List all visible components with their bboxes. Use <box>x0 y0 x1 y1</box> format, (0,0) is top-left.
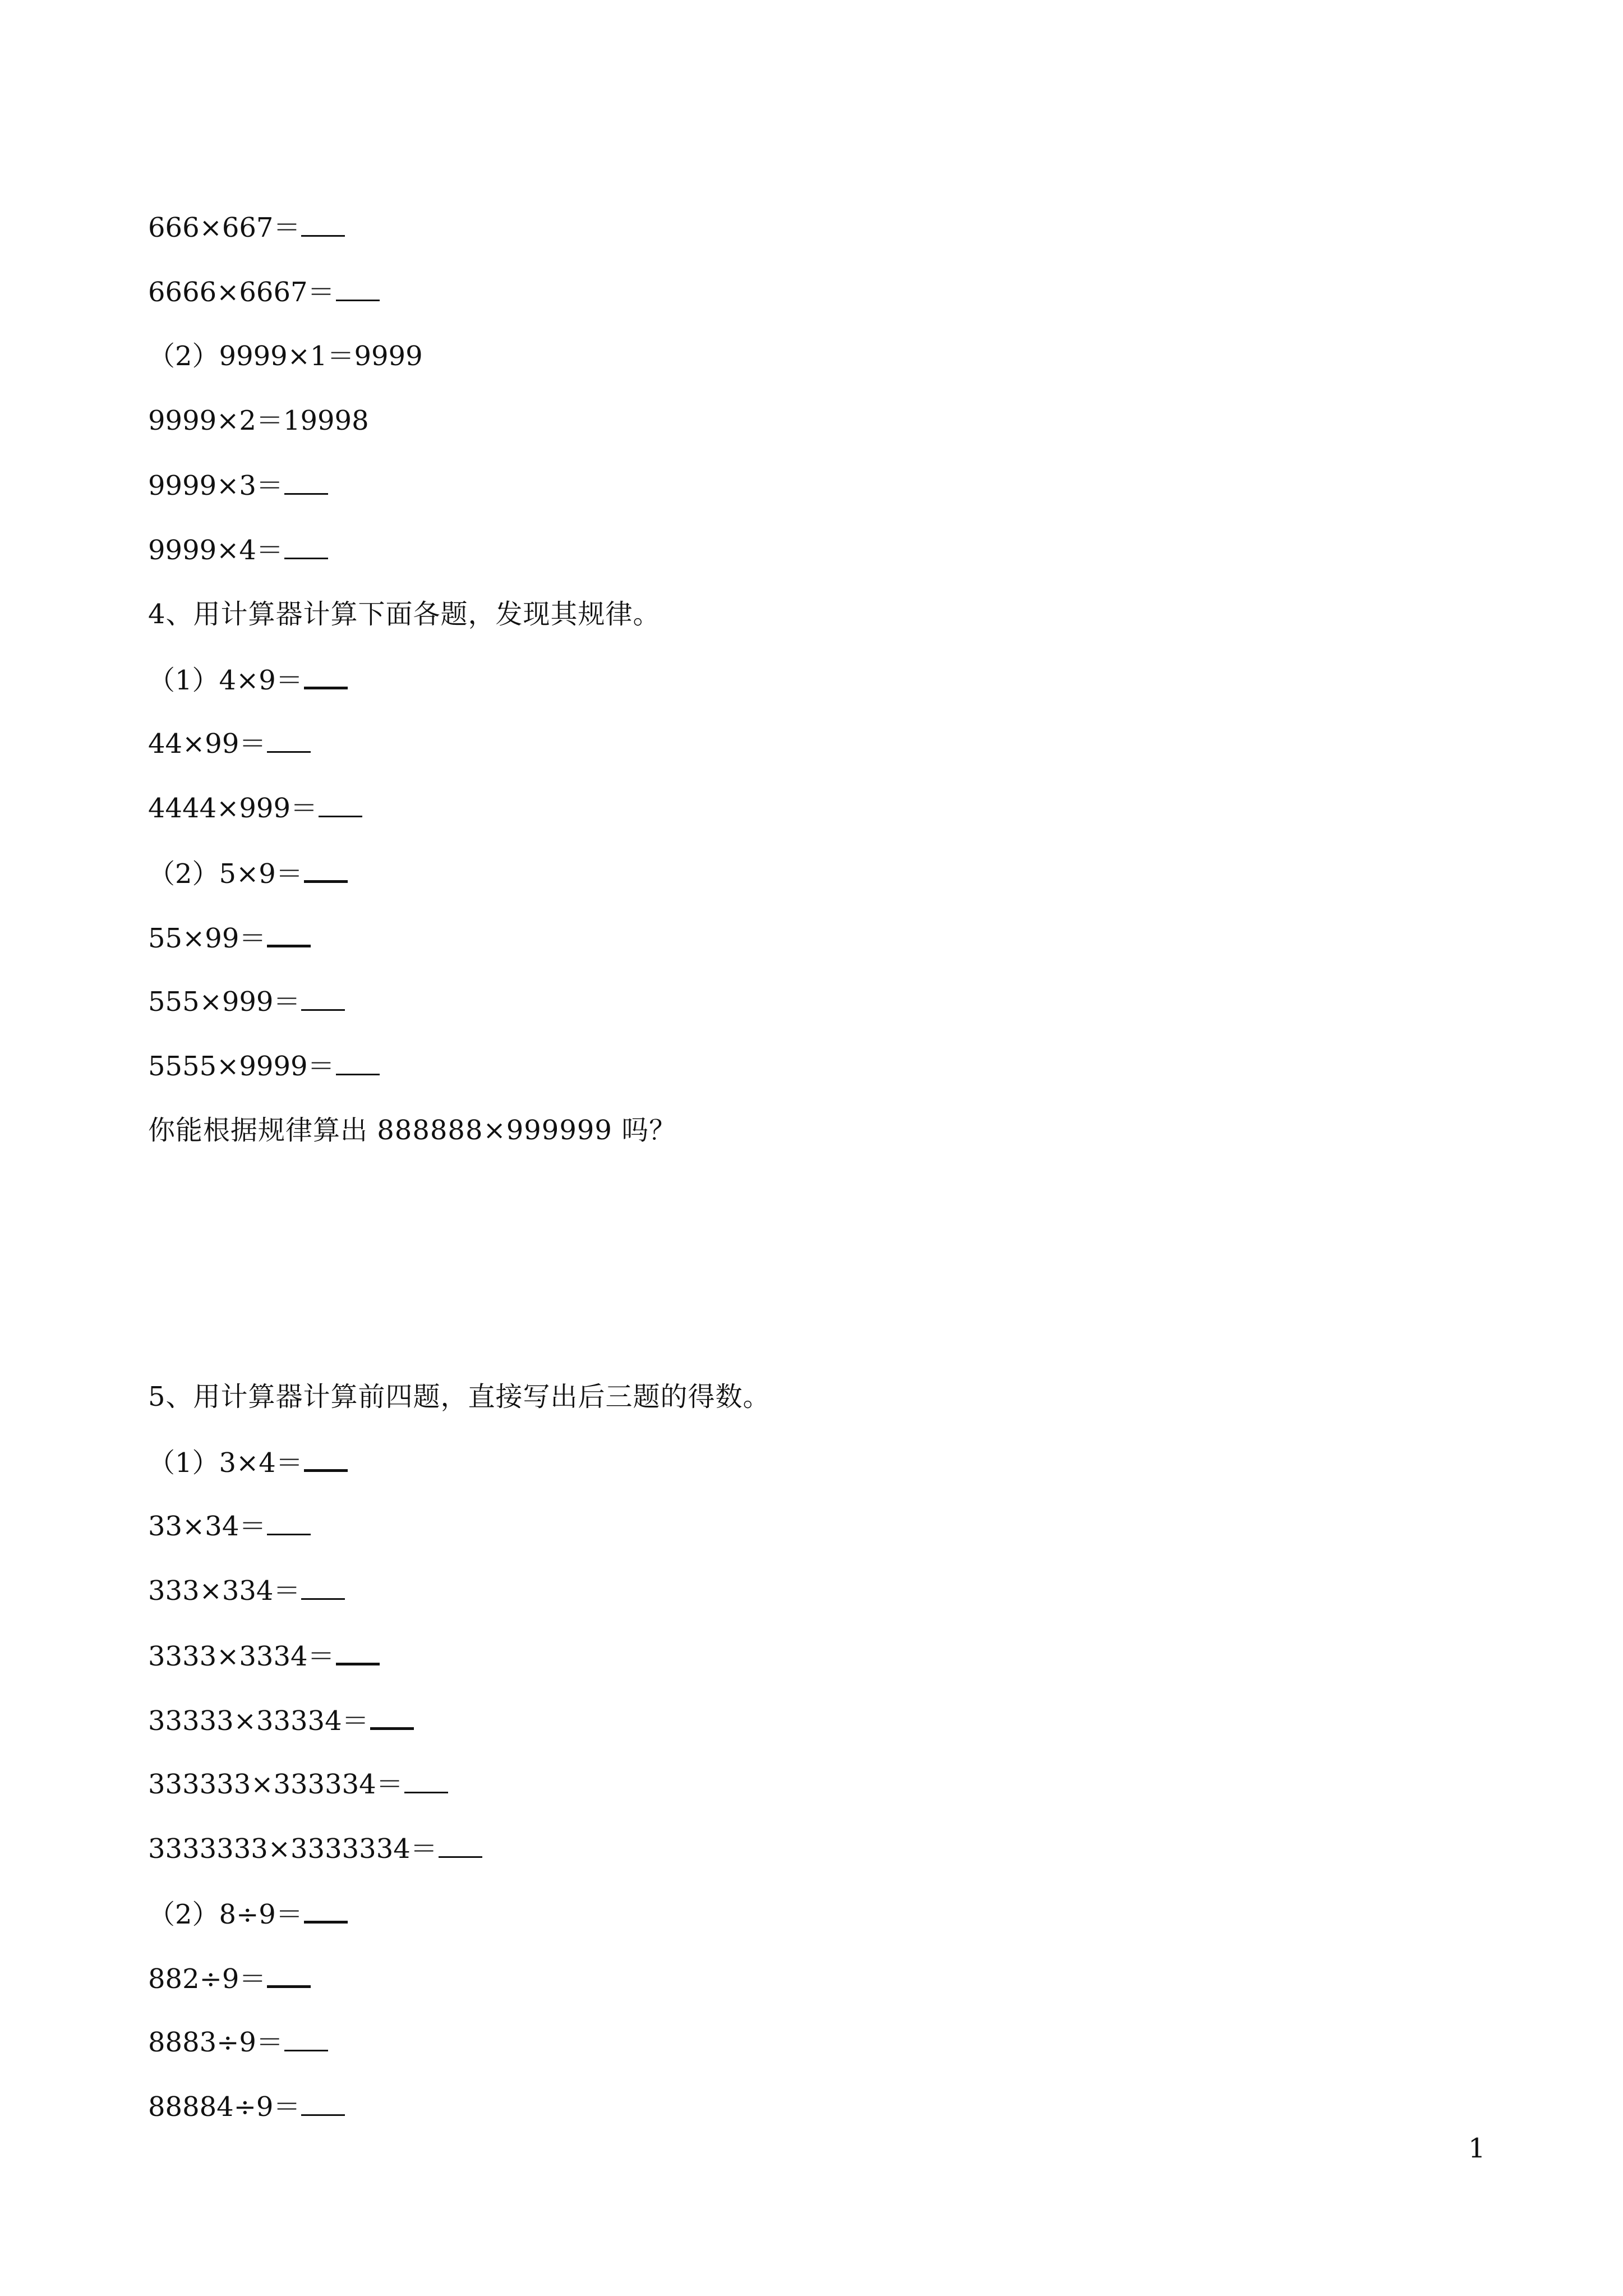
expression-text: （2）8÷9＝ <box>148 1899 303 1930</box>
answer-blank[interactable] <box>336 1049 380 1075</box>
answer-blank[interactable] <box>304 855 348 883</box>
expression-text: 55×99＝ <box>148 923 266 954</box>
expression-line <box>148 339 423 373</box>
expression-line <box>148 1573 345 1608</box>
answer-blank[interactable] <box>284 468 328 495</box>
answer-blank[interactable] <box>304 1896 348 1924</box>
expression-line <box>148 1767 448 1801</box>
expression-line <box>148 210 345 245</box>
expression-text: 333333×333334＝ <box>148 1769 403 1800</box>
answer-blank[interactable] <box>267 1961 311 1988</box>
answer-blank[interactable] <box>301 1573 345 1600</box>
expression-line <box>148 791 362 825</box>
expression-line <box>148 533 328 567</box>
expression-line <box>148 1961 311 1996</box>
expression-line <box>148 662 348 697</box>
answer-blank[interactable] <box>439 1832 482 1858</box>
challenge-question <box>148 1114 676 1147</box>
expression-line <box>148 1049 380 1083</box>
heading-text: 4、用计算器计算下面各题，发现其规律。 <box>148 599 661 630</box>
answer-blank[interactable] <box>404 1767 448 1793</box>
answer-blank[interactable] <box>304 662 348 689</box>
answer-blank[interactable] <box>301 984 345 1011</box>
expression-text: 88884÷9＝ <box>148 2091 301 2123</box>
expression-text: （1）3×4＝ <box>148 1447 303 1479</box>
expression-text: 882÷9＝ <box>148 1963 266 1995</box>
expression-text: 6666×6667＝ <box>148 277 335 308</box>
expression-line <box>148 275 380 309</box>
question-4-heading <box>148 597 661 631</box>
expression-line <box>148 1896 348 1931</box>
answer-blank[interactable] <box>370 1703 414 1730</box>
expression-text: （2）9999×1＝9999 <box>148 341 423 372</box>
expression-text: 9999×3＝ <box>148 470 283 501</box>
expression-text: 3333333×3333334＝ <box>148 1833 437 1865</box>
expression-text: 666×667＝ <box>148 212 301 243</box>
expression-text: （2）5×9＝ <box>148 858 303 890</box>
expression-line <box>148 1638 380 1673</box>
answer-blank[interactable] <box>267 1509 311 1535</box>
expression-line <box>148 1703 414 1738</box>
expression-line <box>148 984 345 1019</box>
expression-text: （1）4×9＝ <box>148 665 303 696</box>
answer-blank[interactable] <box>336 1638 380 1665</box>
answer-blank[interactable] <box>301 210 345 237</box>
expression-line <box>148 855 348 891</box>
page-number: 1 <box>1468 2133 1486 2164</box>
question-text: 你能根据规律算出 888888×999999 吗？ <box>148 1115 677 1146</box>
expression-line <box>148 726 311 761</box>
expression-line <box>148 1444 348 1480</box>
expression-line <box>148 1509 311 1543</box>
expression-text: 9999×2＝19998 <box>148 405 369 436</box>
expression-text: 3333×3334＝ <box>148 1641 335 1672</box>
answer-blank[interactable] <box>284 2025 328 2051</box>
expression-line <box>148 468 328 503</box>
expression-text: 4444×999＝ <box>148 793 317 824</box>
expression-text: 44×99＝ <box>148 728 266 760</box>
answer-blank[interactable] <box>267 726 311 753</box>
expression-text: 33×34＝ <box>148 1511 266 1542</box>
answer-blank[interactable] <box>319 791 362 817</box>
expression-text: 9999×4＝ <box>148 535 283 566</box>
answer-blank[interactable] <box>284 533 328 559</box>
expression-line <box>148 1832 482 1866</box>
answer-blank[interactable] <box>336 275 380 301</box>
answer-blank[interactable] <box>304 1444 348 1472</box>
expression-text: 333×334＝ <box>148 1575 301 1607</box>
expression-line <box>148 2090 345 2124</box>
expression-line <box>148 404 369 438</box>
expression-text: 33333×33334＝ <box>148 1705 369 1737</box>
heading-text: 5、用计算器计算前四题，直接写出后三题的得数。 <box>148 1381 771 1412</box>
expression-text: 8883÷9＝ <box>148 2027 283 2058</box>
expression-text: 5555×9999＝ <box>148 1051 335 1082</box>
answer-blank[interactable] <box>301 2090 345 2116</box>
answer-blank[interactable] <box>267 920 311 947</box>
expression-line <box>148 920 311 955</box>
expression-text: 555×999＝ <box>148 986 301 1018</box>
expression-line <box>148 2025 328 2059</box>
question-5-heading <box>148 1380 771 1414</box>
